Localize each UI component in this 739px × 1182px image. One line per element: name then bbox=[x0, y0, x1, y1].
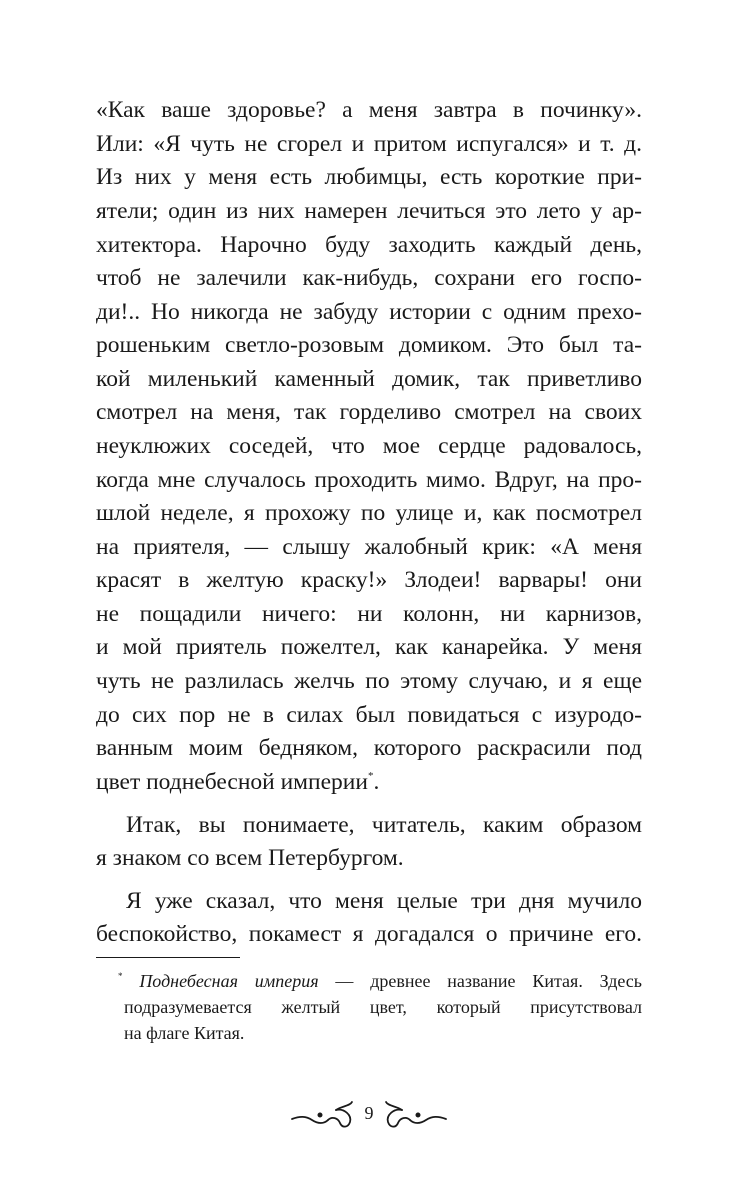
text-line: и мой приятель пожелтел, как канарейка. У меня bbox=[96, 634, 642, 660]
text-line: хитектора. Нарочно буду заходить каждый день, bbox=[96, 232, 642, 258]
footnote-divider bbox=[96, 957, 240, 958]
text-line: Или: «Я чуть не сгорел и притом испугался» и т. д. bbox=[96, 131, 642, 157]
footnote-line: подразумевается желтый цвет, который присутствовал bbox=[124, 997, 642, 1017]
footnote-line bbox=[118, 968, 642, 994]
footnote-line: на флаге Китая. bbox=[124, 1023, 245, 1043]
text-line: когда мне случалось проходить мимо. Вдруг, на про- bbox=[96, 467, 642, 493]
text-line: кой миленький каменный домик, так приветливо bbox=[96, 366, 642, 392]
page-number: 9 bbox=[364, 1103, 374, 1123]
text-line: шлой неделе, я прохожу по улице и, как посмотрел bbox=[96, 500, 642, 526]
text-line: Итак, вы понимаете, читатель, каким образом bbox=[126, 812, 642, 838]
text-line: смотрел на меня, так горделиво смотрел на своих bbox=[96, 399, 642, 425]
footnote-text: — древнее название Китая. Здесь bbox=[318, 971, 643, 991]
text-line: «Как ваше здоровье? а меня завтра в починку». bbox=[96, 97, 642, 123]
text-line-content: цвет поднебесной империи bbox=[96, 769, 368, 795]
text-line: ди!.. Но никогда не забуду истории с одним прехо- bbox=[96, 299, 642, 325]
text-line: чуть не разлилась желчь по этому случаю, и я еще bbox=[96, 668, 642, 694]
text-line: ванным моим бедняком, которого раскрасили под bbox=[96, 735, 642, 761]
text-line: красят в желтую краску!» Злодеи! варвары! они bbox=[96, 567, 642, 593]
footnote-term: Поднебесная империя bbox=[139, 971, 319, 991]
text-line: ятели; один из них намерен лечиться это лето у ар- bbox=[96, 198, 642, 224]
text-line: не пощадили ничего: ни колонн, ни карнизов, bbox=[96, 601, 642, 627]
text-line: на приятеля, — слышу жалобный крик: «А меня bbox=[96, 534, 642, 560]
text-line: до сих пор не в силах был повидаться с изуродо- bbox=[96, 702, 642, 728]
text-line: цвет поднебесной империи*. bbox=[96, 769, 380, 795]
page-footer bbox=[290, 1098, 448, 1132]
text-line: неуклюжих соседей, что мое сердце радовалось, bbox=[96, 433, 642, 459]
footnote-marker: * bbox=[118, 971, 123, 981]
text-line: я знаком со всем Петербургом. bbox=[96, 845, 404, 871]
footnote-reference: * bbox=[367, 770, 374, 782]
text-line: рошеньким светло-розовым домиком. Это был та- bbox=[96, 332, 642, 358]
right-flourish-icon bbox=[384, 1098, 448, 1132]
text-line: беспокойство, покамест я догадался о причине его. bbox=[96, 921, 642, 947]
text-line: Я уже сказал, что меня целые три дня мучило bbox=[126, 888, 642, 914]
text-line: чтоб не залечили как-нибудь, сохрани его госпо- bbox=[96, 265, 642, 291]
text-line: Из них у меня есть любимцы, есть короткие при- bbox=[96, 164, 642, 190]
